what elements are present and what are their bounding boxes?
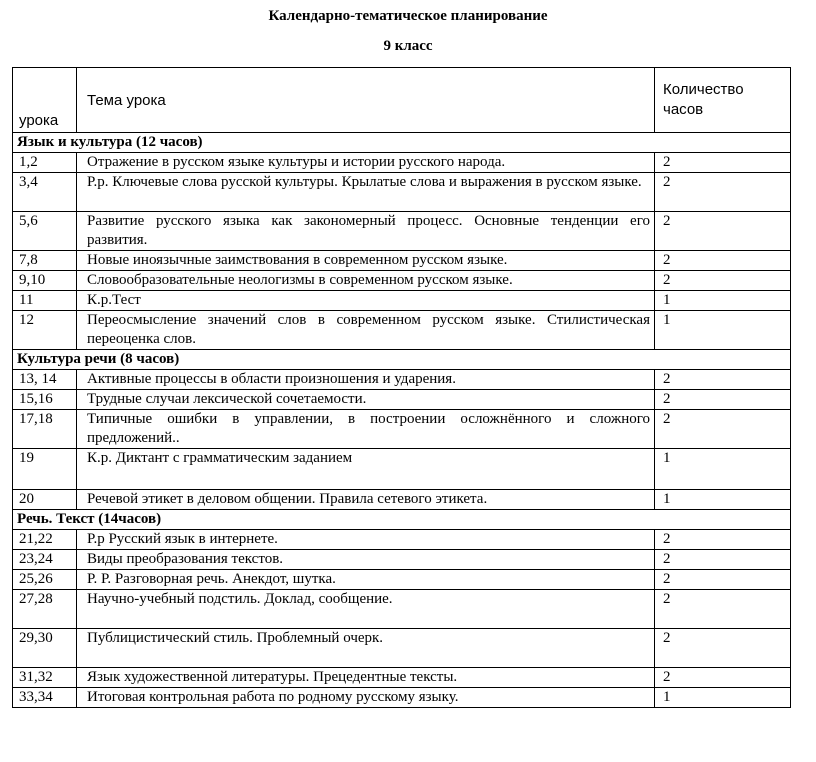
lesson-hours: 2 xyxy=(655,390,791,410)
lesson-number: 29,30 xyxy=(13,629,77,668)
lesson-topic: Р.р Русский язык в интернете. xyxy=(77,530,655,550)
lesson-hours: 2 xyxy=(655,550,791,570)
table-row xyxy=(13,311,791,350)
table-row xyxy=(13,291,791,311)
lesson-hours: 1 xyxy=(655,490,791,510)
lesson-number: 9,10 xyxy=(13,271,77,291)
lesson-number: 27,28 xyxy=(13,590,77,629)
lesson-topic: Развитие русского языка как закономерный процесс. Основные тенденции его развития. xyxy=(77,212,655,251)
section-title: Язык и культура (12 часов) xyxy=(13,133,791,153)
lesson-number: 23,24 xyxy=(13,550,77,570)
section-title: Культура речи (8 часов) xyxy=(13,350,791,370)
table-row xyxy=(13,570,791,590)
planning-table xyxy=(12,67,791,708)
lesson-topic: Виды преобразования текстов. xyxy=(77,550,655,570)
table-row xyxy=(13,629,791,668)
lesson-topic: Речевой этикет в деловом общении. Правила сетевого этикета. xyxy=(77,490,655,510)
lesson-hours: 2 xyxy=(655,410,791,449)
lesson-number: 31,32 xyxy=(13,668,77,688)
section-title: Речь. Текст (14часов) xyxy=(13,510,791,530)
lesson-topic: Отражение в русском языке культуры и истории русского народа. xyxy=(77,153,655,173)
lesson-number: 25,26 xyxy=(13,570,77,590)
lesson-hours: 2 xyxy=(655,370,791,390)
lesson-topic: К.р. Диктант с грамматическим заданием xyxy=(77,449,655,490)
lesson-topic: Типичные ошибки в управлении, в построении осложнённого и сложного предложений.. xyxy=(77,410,655,449)
lesson-topic: Публицистический стиль. Проблемный очерк. xyxy=(77,629,655,668)
lesson-number: 7,8 xyxy=(13,251,77,271)
lesson-topic: Итоговая контрольная работа по родному русскому языку. xyxy=(77,688,655,708)
column-header-lesson: урока xyxy=(13,68,77,133)
lesson-hours: 2 xyxy=(655,271,791,291)
document-title: Календарно-тематическое планирование xyxy=(268,8,548,24)
table-row xyxy=(13,271,791,291)
table-row xyxy=(13,490,791,510)
table-row xyxy=(13,173,791,212)
planning-table-body xyxy=(13,68,791,708)
lesson-number: 19 xyxy=(13,449,77,490)
table-row xyxy=(13,668,791,688)
column-header-hours: Количество часов xyxy=(655,68,791,133)
section-header-row xyxy=(13,510,791,530)
column-header-topic: Тема урока xyxy=(77,68,655,133)
table-row xyxy=(13,590,791,629)
lesson-number: 13, 14 xyxy=(13,370,77,390)
table-row xyxy=(13,688,791,708)
table-row xyxy=(13,153,791,173)
lesson-topic: Словообразовательные неологизмы в современном русском языке. xyxy=(77,271,655,291)
lesson-number: 21,22 xyxy=(13,530,77,550)
lesson-hours: 2 xyxy=(655,590,791,629)
lesson-number: 17,18 xyxy=(13,410,77,449)
table-row xyxy=(13,370,791,390)
lesson-topic: Р. Р. Разговорная речь. Анекдот, шутка. xyxy=(77,570,655,590)
lesson-hours: 2 xyxy=(655,530,791,550)
table-row xyxy=(13,530,791,550)
lesson-hours: 2 xyxy=(655,212,791,251)
table-row xyxy=(13,410,791,449)
lesson-hours: 2 xyxy=(655,668,791,688)
table-row xyxy=(13,212,791,251)
document-subtitle: 9 класс xyxy=(383,38,433,54)
lesson-number: 5,6 xyxy=(13,212,77,251)
table-header-row xyxy=(13,68,791,133)
lesson-topic: Трудные случаи лексической сочетаемости. xyxy=(77,390,655,410)
lesson-number: 3,4 xyxy=(13,173,77,212)
lesson-hours: 2 xyxy=(655,251,791,271)
lesson-number: 20 xyxy=(13,490,77,510)
lesson-hours: 2 xyxy=(655,629,791,668)
table-row xyxy=(13,550,791,570)
lesson-topic: Активные процессы в области произношения и ударения. xyxy=(77,370,655,390)
lesson-number: 15,16 xyxy=(13,390,77,410)
lesson-hours: 2 xyxy=(655,153,791,173)
section-header-row xyxy=(13,350,791,370)
lesson-hours: 2 xyxy=(655,570,791,590)
lesson-hours: 1 xyxy=(655,311,791,350)
lesson-hours: 1 xyxy=(655,291,791,311)
lesson-topic: Язык художественной литературы. Прецедентные тексты. xyxy=(77,668,655,688)
table-row xyxy=(13,251,791,271)
table-row xyxy=(13,390,791,410)
lesson-number: 33,34 xyxy=(13,688,77,708)
lesson-hours: 2 xyxy=(655,173,791,212)
lesson-hours: 1 xyxy=(655,688,791,708)
lesson-topic: К.р.Тест xyxy=(77,291,655,311)
lesson-topic: Переосмысление значений слов в современном русском языке. Стилистическая переоценка слов. xyxy=(77,311,655,350)
lesson-topic: Научно-учебный подстиль. Доклад, сообщение. xyxy=(77,590,655,629)
lesson-hours: 1 xyxy=(655,449,791,490)
lesson-topic: Новые иноязычные заимствования в современном русском языке. xyxy=(77,251,655,271)
lesson-topic: Р.р. Ключевые слова русской культуры. Крылатые слова и выражения в русском языке. xyxy=(77,173,655,212)
lesson-number: 1,2 xyxy=(13,153,77,173)
table-row xyxy=(13,449,791,490)
lesson-number: 11 xyxy=(13,291,77,311)
lesson-number: 12 xyxy=(13,311,77,350)
section-header-row xyxy=(13,133,791,153)
